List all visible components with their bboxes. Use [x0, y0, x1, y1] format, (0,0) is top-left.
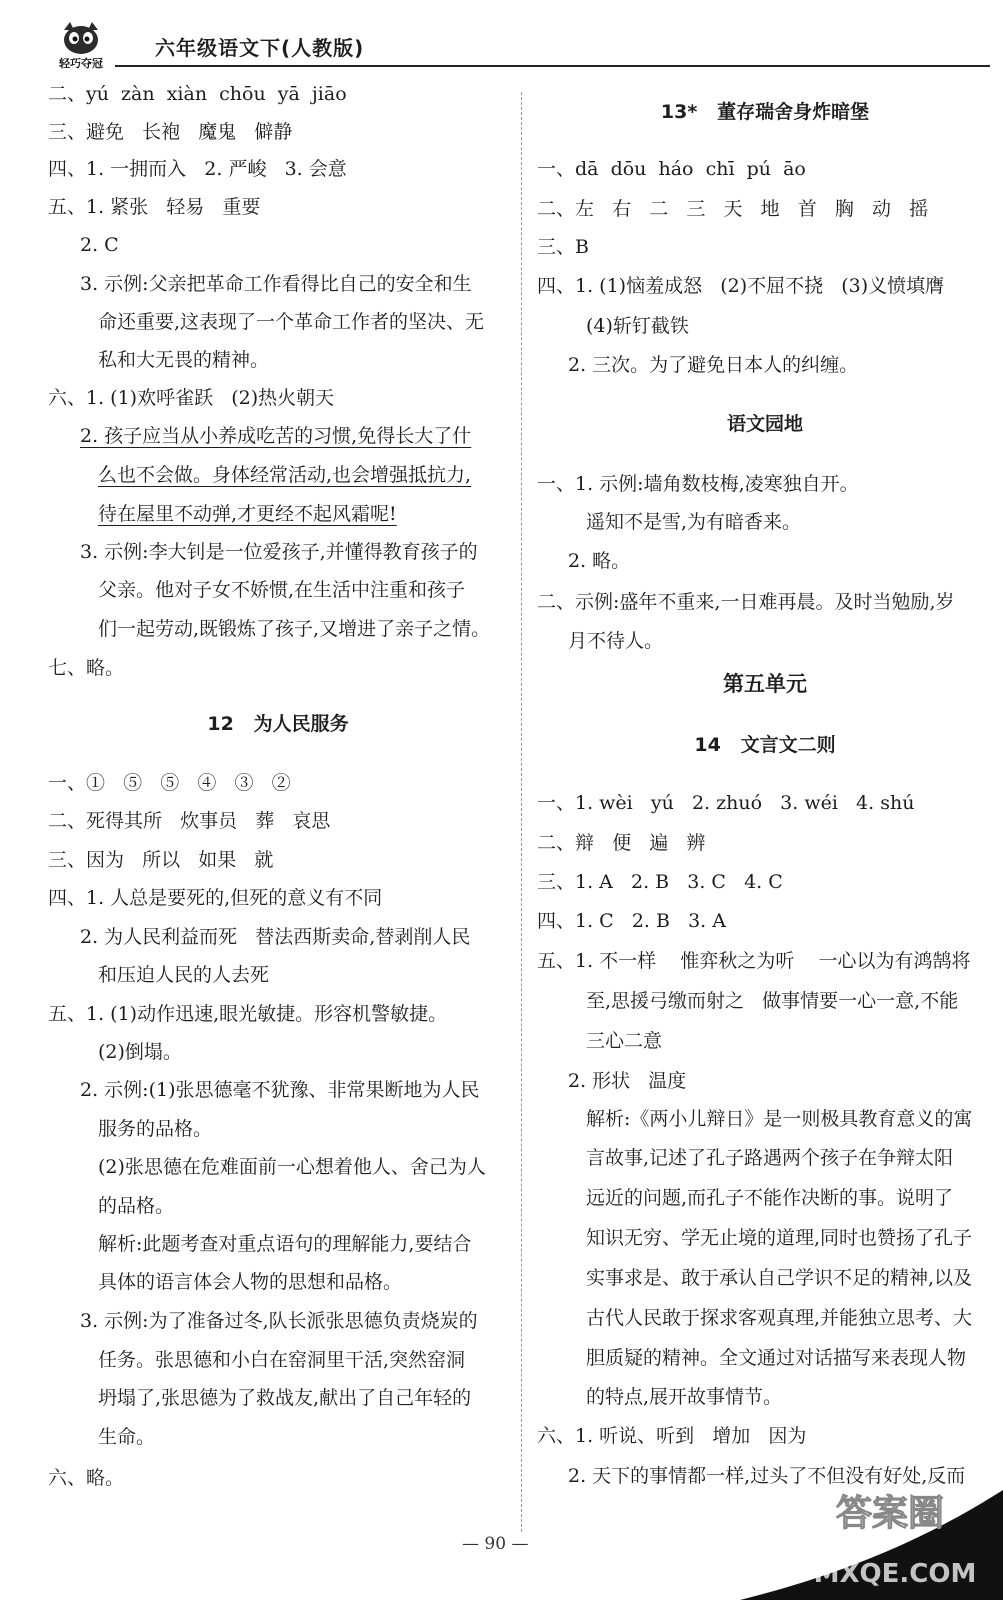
underlined-answer-line: 2. 孩子应当从小养成吃苦的习惯,免得长大了什	[80, 425, 472, 447]
answer-line: 一、1. 示例:墙角数枝梅,凌寒独自开。	[537, 473, 859, 495]
answer-line: 3. 示例:李大钊是一位爱孩子,并懂得教育孩子的	[80, 541, 478, 563]
analysis-line: 言故事,记述了孔子路遇两个孩子在争辩太阳	[586, 1147, 954, 1169]
page-title: 六年级语文下(人教版)	[155, 36, 365, 60]
answer-line: 六、1. (1)欢呼雀跃 (2)热火朝天	[48, 387, 335, 409]
answer-line: 至,思援弓缴而射之 做事情要一心一意,不能	[586, 990, 959, 1012]
answer-line: (2)倒塌。	[98, 1041, 182, 1063]
answer-line: 2. 略。	[568, 550, 631, 572]
answer-line: 遥知不是雪,为有暗香来。	[586, 511, 802, 533]
page-header	[40, 18, 990, 70]
analysis-line: 的特点,展开故事情节。	[586, 1386, 783, 1408]
answer-line: 命还重要,这表现了一个革命工作者的坚决、无	[98, 311, 485, 333]
answer-line: 二、左 右 二 三 天 地 首 胸 动 摇	[537, 198, 929, 220]
answer-line: 四、1. C 2. B 3. A	[537, 910, 726, 932]
page-number: — 90 —	[462, 1534, 529, 1554]
answer-line: 月不待人。	[568, 630, 664, 652]
answer-line: 三心二意	[586, 1030, 663, 1052]
lesson-heading: 12 为人民服务	[207, 713, 349, 735]
underlined-answer-line: 么也不会做。身体经常活动,也会增强抵抗力,	[98, 464, 472, 486]
answer-line: 二、yú zàn xiàn chōu yā jiāo	[48, 83, 347, 105]
analysis-line: 胆质疑的精神。全文通过对话描写来表现人物	[586, 1347, 967, 1369]
answer-line: (4)斩钉截铁	[586, 315, 689, 337]
answer-line: 私和大无畏的精神。	[98, 349, 270, 371]
lesson-heading: 14 文言文二则	[694, 734, 836, 756]
analysis-line: 远近的问题,而孔子不能作决断的事。说明了	[586, 1187, 954, 1209]
answer-line: 2. 三次。为了避免日本人的纠缠。	[568, 354, 859, 376]
analysis-line: 解析:《两小儿辩日》是一则极具教育意义的寓	[586, 1108, 973, 1130]
header-rule	[115, 65, 990, 67]
answer-line: 2. 为人民利益而死 替法西斯卖命,替剥削人民	[80, 926, 471, 948]
answer-line: 二、辩 便 遍 辨	[537, 832, 706, 854]
answer-line: 一、dā dōu háo chī pú āo	[537, 158, 806, 180]
watermark-logo	[740, 1470, 1003, 1600]
lesson-heading: 13* 董存瑞舍身炸暗堡	[660, 101, 870, 123]
answer-line: 三、B	[537, 236, 589, 258]
answer-line: 四、1. 一拥而入 2. 严峻 3. 会意	[48, 158, 347, 180]
watermark-top-text: 答案圈	[835, 1493, 945, 1534]
answer-line: 五、1. (1)动作迅速,眼光敏捷。形容机警敏捷。	[48, 1003, 448, 1025]
answer-line: 三、避免 长袍 魔鬼 僻静	[48, 121, 293, 143]
answer-line: 2. 天下的事情都一样,过头了不但没有好处,反而	[568, 1465, 966, 1487]
answer-line: 六、1. 听说、听到 增加 因为	[537, 1425, 807, 1447]
answer-line: 服务的品格。	[98, 1118, 213, 1140]
answer-line: 3. 示例:父亲把革命工作看得比自己的安全和生	[80, 273, 472, 295]
answer-line: 六、略。	[48, 1467, 125, 1489]
answer-line: 和压迫人民的人去死	[98, 964, 270, 986]
answer-line: 生命。	[98, 1426, 156, 1448]
analysis-line: 具体的语言体会人物的思想和品格。	[98, 1271, 403, 1293]
analysis-line: 知识无穷、学无止境的道理,同时也赞扬了孔子	[586, 1227, 973, 1249]
answer-line: (2)张思德在危难面前一心想着他人、舍己为人	[98, 1156, 486, 1178]
answer-line: 四、1. (1)恼羞成怒 (2)不屈不挠 (3)义愤填膺	[537, 275, 945, 297]
answer-line: 二、示例:盛年不重来,一日难再晨。及时当勉励,岁	[537, 591, 955, 613]
answer-line: 2. 形状 温度	[568, 1070, 687, 1092]
analysis-line: 古代人民敢于探求客观真理,并能独立思考、大	[586, 1307, 973, 1329]
answer-line: 一、1. wèi yú 2. zhuó 3. wéi 4. shú	[537, 792, 915, 814]
section-heading: 语文园地	[726, 413, 803, 435]
answer-line: 3. 示例:为了准备过冬,队长派张思德负责烧炭的	[80, 1310, 478, 1332]
answer-line: 父亲。他对子女不娇惯,在生活中注重和孩子	[98, 579, 466, 601]
answer-line: 二、死得其所 炊事员 葬 哀思	[48, 810, 331, 832]
column-divider	[521, 92, 522, 1532]
answer-line: 坍塌了,张思德为了救战友,献出了自己年轻的	[98, 1387, 472, 1409]
underlined-answer-line: 待在屋里不动弹,才更经不起风霜呢!	[98, 503, 397, 525]
answer-line: 七、略。	[48, 657, 125, 679]
analysis-line: 解析:此题考查对重点语句的理解能力,要结合	[98, 1233, 472, 1255]
answer-line: 2. C	[80, 234, 119, 256]
answer-line: 五、1. 紧张 轻易 重要	[48, 196, 261, 218]
brand-logo	[52, 20, 110, 70]
answer-line: 任务。张思德和小白在窑洞里干活,突然窑洞	[98, 1349, 466, 1371]
answer-line: 三、因为 所以 如果 就	[48, 849, 274, 871]
answer-line: 们一起劳动,既锻炼了孩子,又增进了亲子之情。	[98, 618, 491, 640]
answer-line: 的品格。	[98, 1195, 175, 1217]
unit-heading: 第五单元	[723, 672, 807, 696]
answer-line: 2. 示例:(1)张思德毫不犹豫、非常果断地为人民	[80, 1079, 480, 1101]
analysis-line: 实事求是、敢于承认自己学识不足的精神,以及	[586, 1267, 973, 1289]
answer-line: 一、① ⑤ ⑤ ④ ③ ②	[48, 772, 291, 794]
answer-line: 四、1. 人总是要死的,但死的意义有不同	[48, 887, 383, 909]
answer-line: 五、1. 不一样 惟弈秋之为听 一心以为有鸿鹄将	[537, 950, 971, 972]
answer-line: 三、1. A 2. B 3. C 4. C	[537, 871, 783, 893]
logo-text: 轻巧夺冠	[59, 57, 103, 70]
watermark-bottom-text: MXQE.COM	[813, 1559, 977, 1589]
